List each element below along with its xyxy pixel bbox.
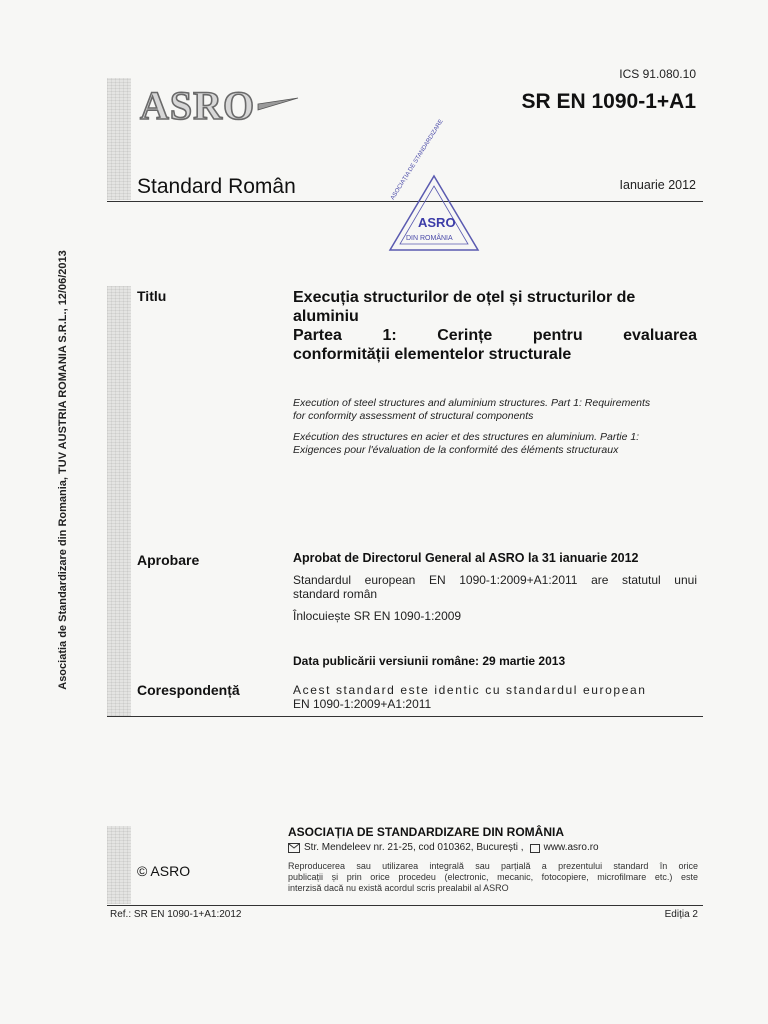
notice-line: Reproducerea sau utilizarea integrală sau parțială a prezentului standard în orice xyxy=(288,861,698,871)
ro-title-word: Partea xyxy=(293,327,342,344)
asro-stamp xyxy=(384,118,482,256)
issue-date: Ianuarie 2012 xyxy=(619,178,696,192)
ro-title-line1: Execuția structurilor de oțel și structurilor de xyxy=(293,289,636,306)
footer-divider xyxy=(107,905,703,906)
envelope-icon xyxy=(288,843,300,853)
french-title-line: Exigences pour l'évaluation de la conformité des éléments structuraux xyxy=(293,444,619,456)
org-name: ASOCIAȚIA DE STANDARDIZARE DIN ROMÂNIA xyxy=(288,825,564,839)
org-address xyxy=(288,842,599,854)
approval-label: Aprobare xyxy=(137,552,200,568)
reproduction-notice xyxy=(288,861,698,894)
ics-code: ICS 91.080.10 xyxy=(619,67,696,81)
footer-strip xyxy=(107,826,131,904)
ro-title-word: Cerințe xyxy=(437,327,493,344)
edition-label: Ediția 2 xyxy=(664,909,698,920)
content-strip xyxy=(107,286,131,716)
correspondence-label: Corespondență xyxy=(137,682,240,698)
approval-statement: Aprobat de Directorul General al ASRO la 31 ianuarie 2012 xyxy=(293,551,639,565)
french-title-line: Exécution des structures en acier et des structures en aluminium. Partie 1: xyxy=(293,431,640,443)
stamp-ring-text: ASOCIAȚIA DE STANDARDIZARE xyxy=(390,118,445,202)
standard-label: Standard Român xyxy=(137,175,296,198)
ro-title-line2: aluminiu xyxy=(293,308,359,325)
ro-title-word: 1: xyxy=(382,327,397,344)
stamp-center-text: ASRO xyxy=(418,215,456,230)
publication-date: Data publicării versiunii române: 29 martie 2013 xyxy=(293,654,566,668)
header-strip xyxy=(107,78,131,200)
side-watermark-text: Asociatia de Standardizare din Romania, TUV AUSTRIA ROMANIA S.R.L., 12/06/2013 xyxy=(57,250,69,690)
ro-title-word: evaluarea xyxy=(623,327,697,344)
european-status-line: standard român xyxy=(293,587,378,601)
english-title xyxy=(293,397,697,423)
ro-title-line4: conformității elementelor structurale xyxy=(293,346,572,363)
title-label: Titlu xyxy=(137,288,167,304)
notice-line: interzisă dacă nu există acordul scris prealabil al ASRO xyxy=(288,883,509,893)
correspondence-line2: EN 1090-1:2009+A1:2011 xyxy=(293,697,432,711)
stamp-bottom-text: DIN ROMÂNIA xyxy=(406,235,453,242)
european-status xyxy=(293,573,697,601)
address-text: Str. Mendeleev nr. 21-25, cod 010362, București , xyxy=(304,842,524,853)
logo-swoosh xyxy=(140,80,300,132)
ro-title-word: pentru xyxy=(532,327,583,344)
website-link[interactable]: www.asro.ro xyxy=(543,842,599,853)
replaces-note: Înlocuiește SR EN 1090-1:2009 xyxy=(293,609,462,623)
french-title xyxy=(293,431,697,457)
european-status-line: Standardul european EN 1090-1:2009+A1:2011 are statutul unui xyxy=(293,573,697,587)
notice-line: publicații și prin orice procedeu (electronic, mecanic, fotocopiere, microfilmare etc.) este xyxy=(288,872,698,882)
ro-title-line3 xyxy=(293,326,697,345)
standard-code: SR EN 1090-1+A1 xyxy=(521,90,696,113)
content-divider xyxy=(107,716,703,717)
reference-code: Ref.: SR EN 1090-1+A1:2012 xyxy=(110,909,242,920)
romanian-title xyxy=(293,288,697,364)
english-title-line: Execution of steel structures and aluminium structures. Part 1: Requirements xyxy=(293,397,651,409)
computer-icon xyxy=(530,844,540,853)
asro-logo xyxy=(140,80,300,132)
correspondence-line1: Acest standard este identic cu standardul european xyxy=(293,683,647,697)
logo-text: ASRO xyxy=(140,83,256,128)
english-title-line: for conformity assessment of structural components xyxy=(293,410,534,422)
copyright-label: © ASRO xyxy=(137,863,191,879)
